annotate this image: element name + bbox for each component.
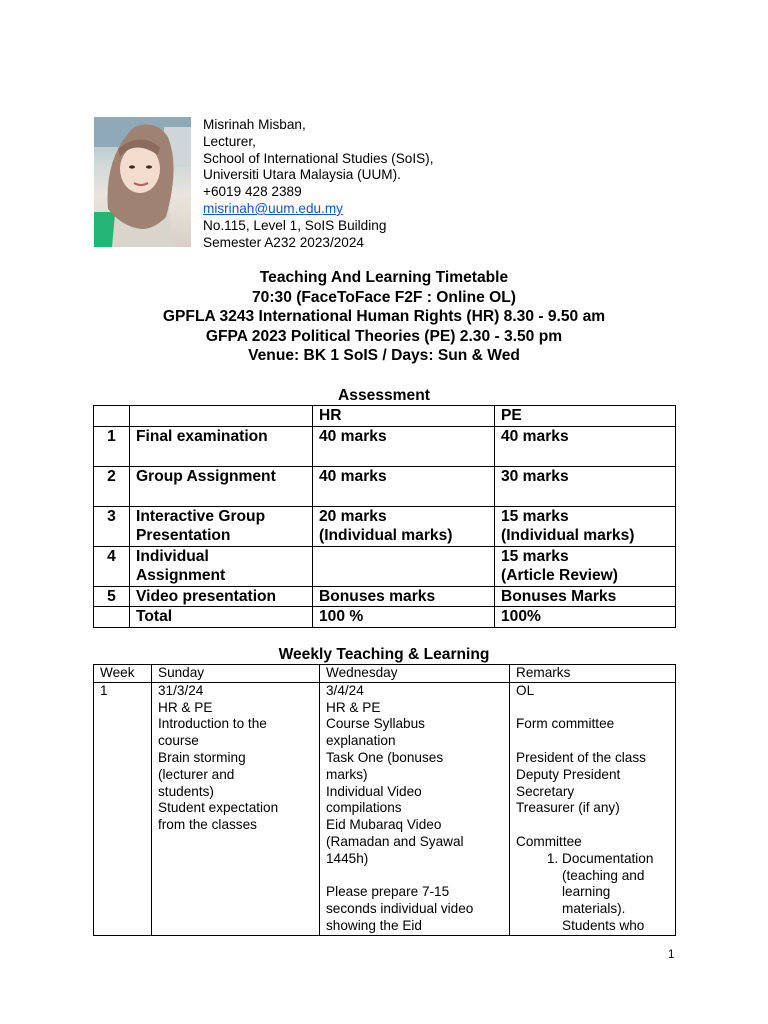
- cell-line: 3/4/24: [326, 682, 364, 698]
- cell-line: marks): [326, 766, 368, 782]
- item-line: Presentation: [136, 527, 231, 544]
- cell-line: HR & PE: [158, 699, 213, 715]
- cell-line: explanation: [326, 733, 396, 749]
- cell-line: Form committee: [516, 716, 615, 732]
- contact-semester: Semester A232 2023/2024: [203, 234, 364, 250]
- pe-marks: Bonuses Marks: [495, 586, 676, 607]
- cell-line: Eid Mubaraq Video: [326, 817, 442, 833]
- table-cell: [94, 406, 130, 427]
- cell-line: students): [158, 783, 214, 799]
- cell-line: seconds individual video: [326, 901, 474, 917]
- column-header-week: Week: [94, 665, 152, 683]
- table-cell: [130, 406, 313, 427]
- contact-name: Misrinah Misban,: [203, 117, 306, 132]
- hr-marks: [313, 546, 495, 586]
- contact-address: No.115, Level 1, SoIS Building: [203, 217, 387, 233]
- wednesday-cell: [320, 682, 510, 935]
- cell-line: Introduction to the: [158, 716, 267, 732]
- marks-line: (Individual marks): [319, 527, 453, 544]
- contact-university: Universiti Utara Malaysia (UUM).: [203, 167, 401, 183]
- cell-line: President of the class: [516, 749, 646, 765]
- cell-line: HR & PE: [326, 699, 381, 715]
- assessment-heading: Assessment: [338, 387, 430, 404]
- marks-line: 15 marks: [501, 507, 569, 525]
- cell-line: Individual Video: [326, 783, 422, 799]
- table-row: [94, 426, 676, 466]
- hr-marks: [313, 506, 495, 546]
- table-row: [94, 506, 676, 546]
- cell-line: Treasurer (if any): [516, 800, 620, 816]
- weekly-header-row: [94, 665, 676, 683]
- pe-marks: 40 marks: [495, 426, 676, 466]
- timetable-titles: [94, 268, 674, 366]
- row-number: 5: [94, 586, 130, 607]
- cell-line: Committee: [516, 833, 582, 849]
- cell-line: course: [158, 733, 199, 749]
- column-header-hr: HR: [313, 406, 495, 427]
- portrait-photo: [94, 117, 191, 247]
- table-row: [94, 682, 676, 935]
- weekly-table: [93, 664, 676, 936]
- cell-line: 1. Documentation: [562, 850, 654, 866]
- marks-line: (Individual marks): [501, 527, 635, 544]
- list-item: [562, 851, 669, 935]
- cell-line: [326, 868, 503, 885]
- assessment-item: Final examination: [130, 426, 313, 466]
- title-line: Teaching And Learning Timetable: [259, 269, 509, 286]
- cell-line: Deputy President: [516, 766, 621, 782]
- row-number: 1: [94, 426, 130, 466]
- cell-line: (Ramadan and Syawal: [326, 833, 464, 849]
- cell-line: [516, 817, 669, 834]
- cell-line: Secretary: [516, 783, 575, 799]
- column-header-sunday: Sunday: [152, 665, 320, 683]
- hr-marks: Bonuses marks: [313, 586, 495, 607]
- table-row: [94, 466, 676, 506]
- cell-line: (lecturer and: [158, 766, 235, 782]
- contact-email-link[interactable]: misrinah@uum.edu.my: [203, 200, 343, 216]
- cell-line: 31/3/24: [158, 682, 204, 698]
- item-line: Interactive Group: [136, 507, 266, 525]
- contact-school: School of International Studies (SoIS),: [203, 150, 434, 166]
- committee-list: [516, 851, 669, 935]
- pe-marks: 100%: [495, 607, 676, 628]
- marks-line: 15 marks: [501, 547, 569, 565]
- pe-marks: [495, 506, 676, 546]
- contact-block: [203, 117, 433, 251]
- column-header-remarks: Remarks: [510, 665, 676, 683]
- row-number: 4: [94, 546, 130, 586]
- column-header-wednesday: Wednesday: [320, 665, 510, 683]
- cell-line: from the classes: [158, 817, 257, 833]
- cell-line: Student expectation: [158, 800, 279, 816]
- hr-marks: 100 %: [313, 607, 495, 628]
- cell-line: [516, 733, 669, 750]
- row-number: [94, 607, 130, 628]
- assessment-item: Group Assignment: [130, 466, 313, 506]
- page-number: 1: [668, 949, 675, 961]
- cell-line: showing the Eid: [326, 917, 422, 933]
- assessment-item: Video presentation: [130, 586, 313, 607]
- row-number: 2: [94, 466, 130, 506]
- title-line: 70:30 (FaceToFace F2F : Online OL): [252, 288, 516, 306]
- hr-marks: 40 marks: [313, 466, 495, 506]
- cell-line: materials).: [562, 901, 626, 917]
- hr-marks: 40 marks: [313, 426, 495, 466]
- title-line: GPFLA 3243 International Human Rights (HR) 8.30 - 9.50 am: [162, 308, 606, 326]
- cell-line: (teaching and: [562, 867, 645, 883]
- remarks-cell: [510, 682, 676, 935]
- cell-line: Task One (bonuses: [326, 749, 444, 765]
- cell-line: [516, 700, 669, 717]
- weekly-heading: Weekly Teaching & Learning: [278, 646, 490, 663]
- cell-line: learning: [562, 884, 611, 900]
- column-header-pe: PE: [495, 406, 676, 427]
- item-line: Individual: [136, 547, 209, 565]
- assessment-item: [130, 546, 313, 586]
- contact-title: Lecturer,: [203, 133, 256, 149]
- table-row: [94, 586, 676, 607]
- table-row: [94, 546, 676, 586]
- marks-line: 20 marks: [319, 507, 387, 525]
- row-number: 3: [94, 506, 130, 546]
- marks-line: (Article Review): [501, 567, 618, 584]
- cell-line: Course Syllabus: [326, 716, 425, 732]
- cell-line: compilations: [326, 800, 402, 816]
- contact-phone: +6019 428 2389: [203, 184, 302, 200]
- item-line: Assignment: [136, 567, 226, 584]
- cell-line: Students who: [562, 917, 645, 933]
- cell-line: 1445h): [326, 850, 369, 866]
- assessment-item: [130, 506, 313, 546]
- pe-marks: [495, 546, 676, 586]
- total-row: [94, 607, 676, 628]
- assessment-header-row: [94, 406, 676, 427]
- title-line: Venue: BK 1 SoIS / Days: Sun & Wed: [248, 347, 520, 365]
- cell-line: Brain storming: [158, 749, 246, 765]
- sunday-cell: [152, 682, 320, 935]
- pe-marks: 30 marks: [495, 466, 676, 506]
- assessment-item: Total: [130, 607, 313, 628]
- cell-line: OL: [516, 682, 535, 698]
- week-number: 1: [94, 682, 152, 935]
- cell-line: Please prepare 7-15: [326, 884, 450, 900]
- title-line: GFPA 2023 Political Theories (PE) 2.30 - 3.50 pm: [205, 327, 563, 345]
- assessment-table: [93, 405, 676, 628]
